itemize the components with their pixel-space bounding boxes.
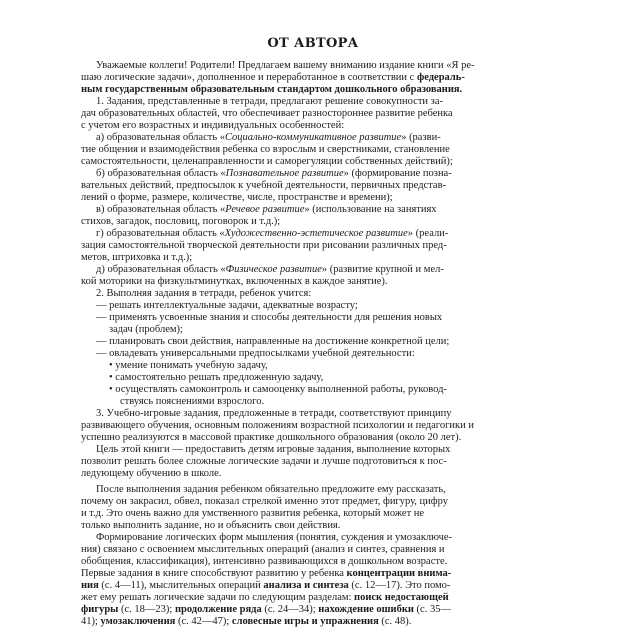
text-line: самостоятельности, целенаправленности и саморегуляции собственных действий); [81, 156, 453, 167]
text-line: дач образовательных областей, что обеспечивает разностороннее развитие ребенка [81, 108, 453, 119]
text-line: • умение понимать учебную задачу, [109, 360, 268, 371]
text-line: зация самостоятельной творческой деятельности при рисовании различных пред- [81, 240, 447, 251]
text-line: почему он закрасил, обвел, показал стрелкой именно этот предмет, фигуру, цифру [81, 496, 448, 507]
text-line: ным государственным образовательным стандартом дошкольного образования. [81, 84, 463, 95]
text-line: ледующему обучению в школе. [81, 468, 222, 479]
text-line: Уважаемые коллеги! Родители! Предлагаем вашему вниманию издание книги «Я ре- [96, 60, 475, 71]
text-line: в) образовательная область «Речевое развитие» (использование на занятиях [96, 204, 437, 215]
text-line: обобщения, классификация), интенсивно развивающихся в дошкольном возрасте. [81, 556, 448, 567]
text-line: задач (проблем); [109, 324, 183, 335]
text-line: • осуществлять самоконтроль и самооценку выполненной работы, руковод- [109, 384, 447, 395]
text-line: 41); умозаключения (с. 42—47); словесные игры и упражнения (с. 48). [81, 616, 412, 627]
text-line: тие общения и взаимодействия ребенка со взрослым и сверстниками, становление [81, 144, 450, 155]
text-line: — планировать свои действия, направленные на достижение конкретной цели; [96, 336, 450, 347]
text-line: а) образовательная область «Социально-коммуникативное развитие» (разви- [96, 132, 441, 143]
text-line: ния) связано с освоением мыслительных операций (анализ и синтез, сравнения и [81, 544, 445, 555]
text-line: Первые задания в книге способствуют развитию у ребенка концентрации внима- [81, 568, 452, 579]
text-line: б) образовательная область «Познавательное развитие» (формирование позна- [96, 168, 452, 179]
text-line: • самостоятельно решать предложенную задачу, [109, 372, 324, 383]
text-line: — решать интеллектуальные задачи, адекватные возрасту; [96, 300, 358, 311]
text-line: только выполнить задание, но и объяснить свои действия. [81, 520, 341, 531]
text-line: жет ему решать логические задачи по следующим разделам: поиск недостающей [81, 592, 449, 603]
text-line: развивающего обучения, основным положениям возрастной психологии и педагогики и [81, 420, 474, 431]
text-line: После выполнения задания ребенком обязательно предложите ему рассказать, [96, 484, 446, 495]
text-line: и т.д. Это очень важно для умственного развития ребенка, который может не [81, 508, 425, 519]
text-line: успешно реализуются в массовой практике дошкольного образования (около 20 лет). [81, 432, 462, 443]
text-line: кой моторики на физкультминутках, включенных в каждое занятие). [81, 276, 388, 287]
text-line: Цель этой книги — предоставить детям игровые задания, выполнение которых [96, 444, 451, 455]
text-line: г) образовательная область «Художественно-эстетическое развитие» (реали- [96, 228, 449, 239]
text-line: ния (с. 4—11), мыслительных операций анализа и синтеза (с. 12—17). Это помо- [81, 580, 451, 591]
text-line: д) образовательная область «Физическое развитие» (развитие крупной и мел- [96, 264, 444, 275]
text-line: лений о форме, размере, количестве, числе, пространстве и времени); [81, 192, 393, 203]
text-line: вательных действий, предпосылок к учебной деятельности, первичных представ- [81, 180, 447, 191]
text-line: — применять усвоенные знания и способы деятельности для решения новых [96, 312, 443, 323]
page-title: ОТ АВТОРА [267, 36, 359, 51]
text-line: позволит решать более сложные логические задачи и лучше подготовиться к пос- [81, 456, 447, 467]
text-line: стихов, загадок, пословиц, поговорок и т.д.); [81, 216, 281, 227]
text-line: — овладевать универсальными предпосылками учебной деятельности: [96, 348, 415, 359]
text-line: фигуры (с. 18—23); продолжение ряда (с. 24—34); нахождение ошибки (с. 35— [81, 604, 451, 615]
text-line: с учетом его возрастных и индивидуальных особенностей: [81, 120, 345, 131]
text-line: метов, штриховка и т.д.); [81, 252, 193, 263]
text-line: Формирование логических форм мышления (понятия, суждения и умозаключе- [96, 532, 453, 543]
text-line: 3. Учебно-игровые задания, предложенные в тетради, соответствуют принципу [96, 408, 452, 419]
text-line: 1. Задания, представленные в тетради, предлагают решение совокупности за- [96, 96, 443, 107]
text-line: шаю логические задачи», дополненное и переработанное в соответствии с федераль- [81, 72, 465, 83]
text-line: 2. Выполняя задания в тетради, ребенок учится: [96, 288, 312, 299]
text-line: ствуясь пояснениями взрослого. [120, 396, 265, 407]
